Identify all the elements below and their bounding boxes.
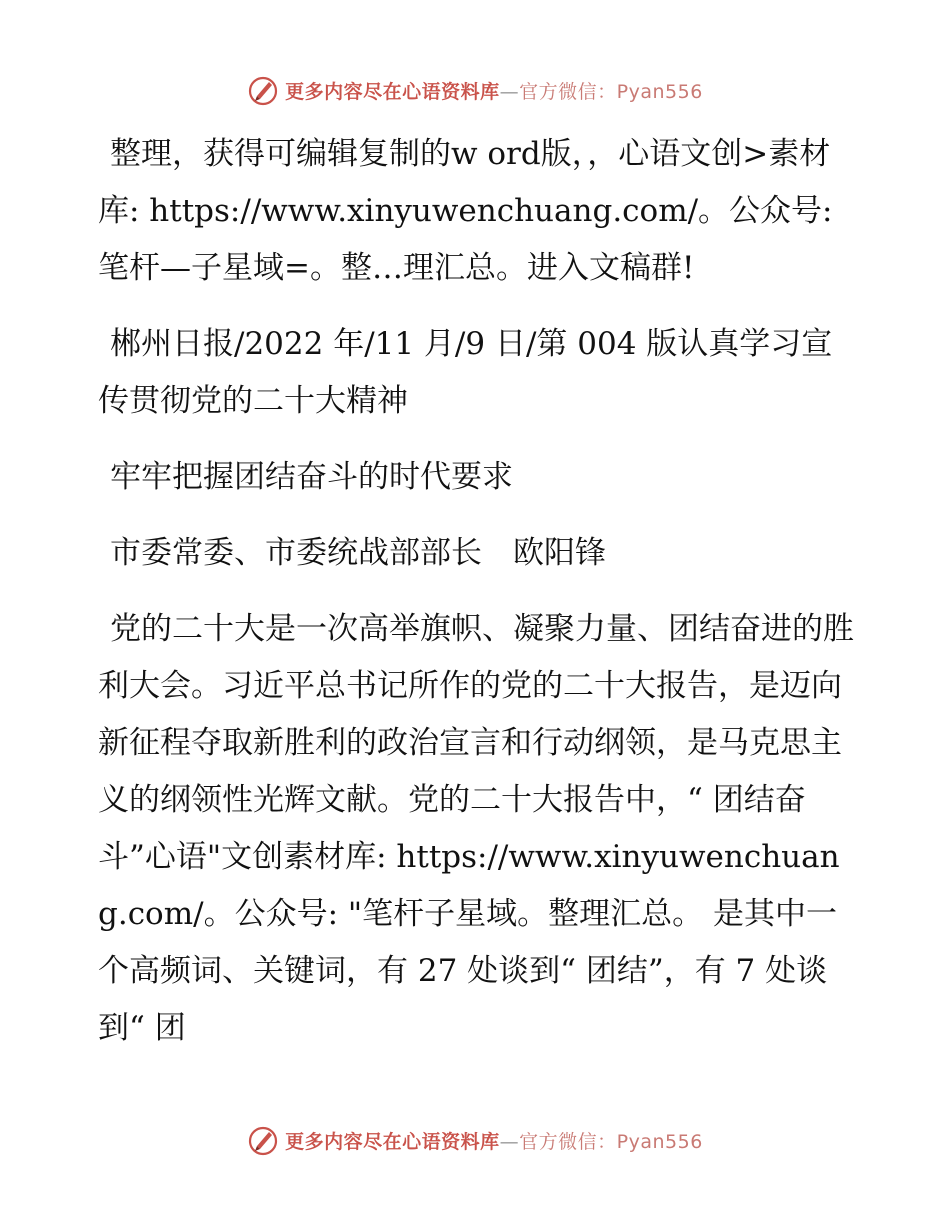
paragraph-text: 整理，获得可编辑复制的w ord版，，心语文创>素材库: https://www.xinyuwenchuang.com/。公众号: 笔杆—子星域=。整…理汇总。进入文稿群! (98, 136, 833, 286)
banner-contact: 官方微信：Pyan556 (519, 1130, 703, 1153)
banner-text (285, 1127, 703, 1154)
banner-separator: — (499, 80, 520, 103)
paragraph-source-line (98, 316, 858, 430)
footer-banner (0, 1120, 950, 1160)
paragraph-text: 郴州日报/2022 年/11 月/9 日/第 004 版认真学习宣传贯彻党的二十大精神 (98, 326, 833, 419)
paragraph-body (98, 601, 858, 1057)
pen-logo-icon (247, 1124, 279, 1156)
pen-logo-icon (247, 74, 279, 106)
paragraph-intro-note (98, 126, 858, 297)
article-title (98, 449, 858, 506)
banner-text (285, 77, 703, 104)
banner-brand: 更多内容尽在心语资料库 (285, 1130, 500, 1153)
paragraph-text: 党的二十大是一次高举旗帜、凝聚力量、团结奋进的胜利大会。习近平总书记所作的党的二十大报告，是迈向新征程夺取新胜利的政治宣言和行动纲领，是马克思主义的纲领性光辉文献。党的二十大报告中，“ 团结奋斗”心语"文创素材库: https://www.xinyuwenchuang.com/。公众号: "笔杆子星域。整理汇总。 是其中一个高频词、关键词，有 27 处谈到“ 团结”，有 7 处谈到“ 团 (98, 611, 854, 1046)
header-banner (0, 70, 950, 110)
banner-brand: 更多内容尽在心语资料库 (285, 80, 500, 103)
document-body (98, 126, 858, 1076)
paragraph-text: 市委常委、市委统战部部长 欧阳锋 (110, 535, 606, 571)
paragraph-text: 牢牢把握团结奋斗的时代要求 (110, 459, 513, 495)
banner-contact: 官方微信：Pyan556 (519, 80, 703, 103)
author-line (98, 525, 858, 582)
banner-separator: — (499, 1130, 520, 1153)
